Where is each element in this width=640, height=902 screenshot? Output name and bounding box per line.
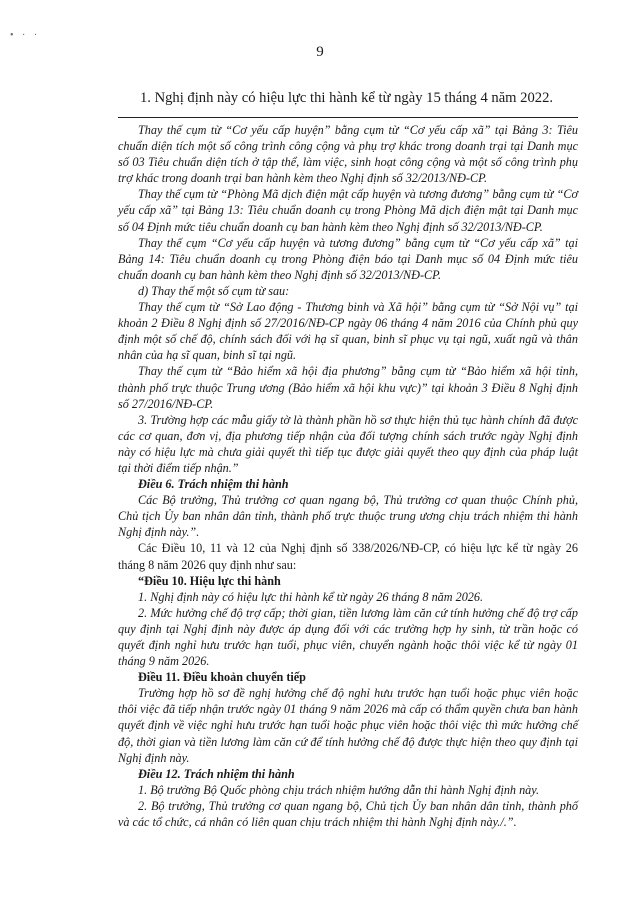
- paragraph: 1. Nghị định này có hiệu lực thi hành kể từ ngày 26 tháng 8 năm 2026.: [138, 589, 484, 604]
- paragraph: 1. Bộ trưởng Bộ Quốc phòng chịu trách nhiệm hướng dẫn thi hành Nghị định này.: [138, 782, 540, 797]
- article-heading: Điều 12. Trách nhiệm thi hành: [138, 766, 295, 781]
- paragraph: 2. Mức hưởng chế độ trợ cấp; thời gian, tiền lương làm căn cứ tính hưởng chế độ trợ cấp quy định tại Nghị định này được áp dụng đối với các trường hợp hy sinh, từ trần hoặc có quyết định nghỉ hưu trước hạn tuổi, phục viên, chuyển ngành hoặc thôi việc kể từ ngày 01 tháng 9 năm 2026.: [118, 605, 578, 669]
- paragraph: Thay thế cụm “Cơ yếu cấp huyện và tương đương” bằng cụm từ “Cơ yếu cấp xã” tại Bảng 14: Tiêu chuẩn doanh cụ trong Phòng điện báo tại Danh mục số 04 Định mức tiêu chuẩn doanh cụ ban hành kèm theo Nghị định số 32/2013/NĐ-CP.: [118, 235, 578, 282]
- paragraph: Các Điều 10, 11 và 12 của Nghị định số 338/2026/NĐ-CP, có hiệu lực kể từ ngày 26 tháng 8 năm 2026 quy định như sau:: [118, 541, 578, 572]
- paragraph: Trường hợp hồ sơ đề nghị hưởng chế độ nghỉ hưu trước hạn tuổi hoặc phục viên hoặc thôi việc đã tiếp nhận trước ngày 01 tháng 9 năm 2026 mà cấp có thẩm quyền chưa ban hành quyết định về việc nghỉ hưu trước hạn tuổi hoặc phục viên hoặc thôi việc thì mức hưởng chế độ, thời gian và tiền lương làm căn cứ để tính hưởng chế độ được thực hiện theo quy định tại Nghị định này.: [118, 686, 578, 765]
- paragraph: d) Thay thế một số cụm từ sau:: [138, 283, 290, 298]
- document-body: [118, 122, 578, 830]
- article-heading: “Điều 10. Hiệu lực thi hành: [138, 573, 281, 588]
- paragraph: Thay thế cụm từ “Cơ yếu cấp huyện” bằng cụm từ “Cơ yếu cấp xã” tại Bảng 3: Tiêu chuẩn diện tích một số công trình công cộng và phụ trợ khác trong doanh trại tại Danh mục số 03 Tiêu chuẩn diện tích ở tập thể, làm việc, sinh hoạt công cộng và một số công trình phụ trợ khác trong doanh trại ban hành kèm theo Nghị định số 32/2013/NĐ-CP.: [118, 123, 578, 186]
- paragraph: Thay thế cụm từ “Sở Lao động - Thương binh và Xã hội” bằng cụm từ “Sở Nội vụ” tại khoản 2 Điều 8 Nghị định số 27/2016/NĐ-CP ngày 06 tháng 4 năm 2016 của Chính phủ quy định một số chế độ, chính sách đối với hạ sĩ quan, binh sĩ phục vụ tại ngũ, xuất ngũ và thân nhân của hạ sĩ quan, binh sĩ tại ngũ.: [118, 300, 578, 363]
- paragraph: Thay thế cụm từ “Bảo hiểm xã hội địa phương” bằng cụm từ “Bảo hiểm xã hội tỉnh, thành phố trực thuộc Trung ương (Bảo hiểm xã hội khu vực)” tại khoản 3 Điều 8 Nghị định số 27/2016/NĐ-CP.: [118, 364, 578, 411]
- article-heading: Điều 11. Điều khoản chuyển tiếp: [138, 670, 306, 685]
- paragraph: Thay thế cụm từ “Phòng Mã dịch điện mật cấp huyện và tương đương” bằng cụm từ “Cơ yếu cấp xã” tại Bảng 13: Tiêu chuẩn doanh cụ trong Phòng Mã dịch điện mật tại Danh mục số 04 Định mức tiêu chuẩn doanh cụ ban hành kèm theo Nghị định số 32/2013/NĐ-CP.: [118, 187, 578, 234]
- article-heading: Điều 6. Trách nhiệm thi hành: [138, 477, 289, 492]
- lead-paragraph: 1. Nghị định này có hiệu lực thi hành kể từ ngày 15 tháng 4 năm 2022.: [140, 90, 554, 106]
- page-number: 9: [316, 44, 324, 60]
- paragraph: 2. Bộ trưởng, Thủ trưởng cơ quan ngang bộ, Chủ tịch Ủy ban nhân dân tỉnh, thành phố và các tổ chức, cá nhân có liên quan chịu trách nhiệm thi hành Nghị định này./.”.: [118, 798, 578, 830]
- paragraph: 3. Trường hợp các mẫu giấy tờ là thành phần hồ sơ thực hiện thủ tục hành chính đã được các cơ quan, đơn vị, địa phương tiếp nhận của đối tượng chính sách trước ngày Nghị định này có hiệu lực mà chưa giải quyết thì tiếp tục được giải quyết theo quy định của pháp luật tại thời điểm tiếp nhận.”: [118, 412, 578, 475]
- paragraph: Các Bộ trưởng, Thủ trưởng cơ quan ngang bộ, Thủ trưởng cơ quan thuộc Chính phủ, Chủ tịch Ủy ban nhân dân tỉnh, thành phố trực thuộc trung ương chịu trách nhiệm thi hành Nghị định này.”.: [118, 493, 578, 540]
- separator-rule: [118, 117, 578, 118]
- scan-mark: • · ·: [10, 30, 41, 41]
